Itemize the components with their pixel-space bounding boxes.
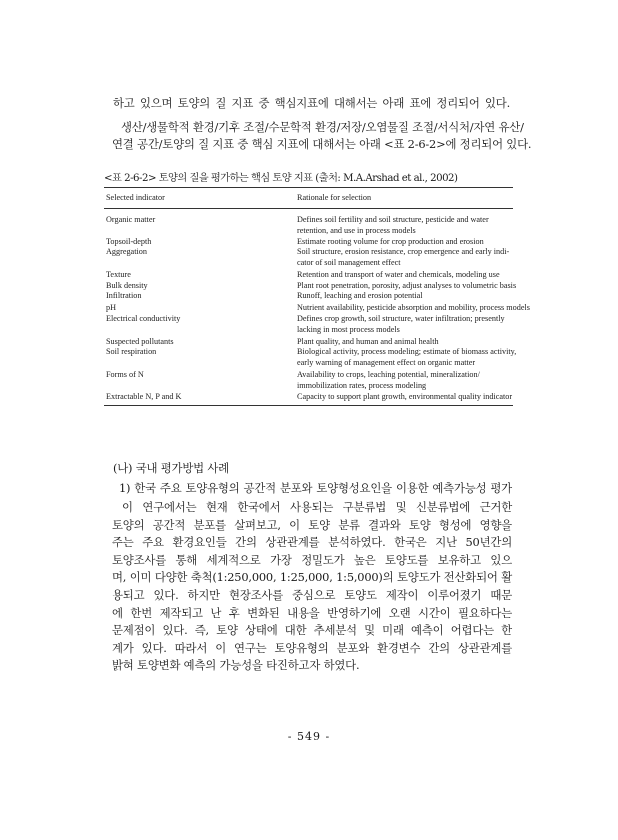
section-subheading: 1) 한국 주요 토양유형의 공간적 분포와 토양형성요인을 이용한 예측가능성 평가 — [119, 481, 512, 495]
table-bottom-rule — [104, 405, 513, 406]
indicator-cell: Texture — [106, 270, 131, 279]
paragraph-line: 주는 주요 환경요인들 간의 상관관계를 분석하였다. 한국은 지난 50년간의 — [112, 535, 512, 550]
paragraph-line: 계가 있다. 따라서 이 연구는 토양유형의 분포와 환경변수 간의 상관관계를 — [112, 640, 512, 655]
paragraph-line: 에 한번 제작되고 난 후 변화된 내용을 반영하기에 오랜 시간이 필요하다는 — [112, 605, 512, 620]
rationale-cell: retention, and use in process models — [297, 225, 416, 235]
paragraph-line: 토양조사를 통해 세계적으로 가장 정밀도가 높은 토양도를 보유하고 있으 — [112, 552, 512, 567]
rationale-cell: early warning of management effect on organic matter — [297, 357, 476, 367]
rationale-cell: Defines crop growth, soil structure, water infiltration; presently — [297, 314, 505, 323]
rationale-cell: Retention and transport of water and chemicals, modeling use — [297, 270, 500, 279]
indicator-cell: Electrical conductivity — [106, 314, 181, 323]
intro-line: 생산/생물학적 환경/기후 조절/수문학적 환경/저장/오염물질 조절/서식처/자연 유산/ — [121, 120, 524, 134]
rationale-cell: Biological activity, process modeling; estimate of biomass activity, — [297, 347, 517, 356]
paragraph-line: 며, 이미 다양한 축척(1:250,000, 1:25,000, 1:5,000)의 토양도가 전산화되어 활 — [112, 570, 512, 585]
indicator-cell: Soil respiration — [106, 347, 157, 356]
paragraph-line: 토양의 공간적 분포를 살펴보고, 이 토양 분류 결과와 토양 형성에 영향을 — [112, 517, 512, 532]
indicator-cell: Aggregation — [106, 247, 147, 256]
rationale-cell: Defines soil fertility and soil structure, pesticide and water — [297, 215, 489, 224]
table-header-rule — [104, 208, 513, 209]
rationale-cell: Nutrient availability, pesticide absorption and mobility, process models — [297, 303, 530, 312]
paragraph-line: 문제점이 있다. 즉, 토양 상태에 대한 추세분석 및 미래 예측이 어렵다는 한 — [112, 623, 512, 638]
intro-line: 연결 공간/토양의 질 지표 중 핵심 지표에 대해서는 아래 <표 2-6-2>에 정리되어 있다. — [112, 137, 532, 151]
indicator-cell: Bulk density — [106, 281, 148, 290]
intro-line: 하고 있으며 토양의 질 지표 중 핵심지표에 대해서는 아래 표에 정리되어 있다. — [113, 96, 510, 110]
rationale-cell: lacking in most process models — [297, 324, 400, 334]
indicator-cell: Suspected pollutants — [106, 337, 174, 346]
paragraph-line: 이 연구에서는 현재 한국에서 사용되는 구분류법 및 신분류법에 근거한 — [122, 500, 512, 514]
paragraph-line: 용되고 있다. 하지만 현장조사를 중심으로 토양도 제작이 이루어졌기 때문 — [112, 588, 512, 602]
rationale-cell: Availability to crops, leaching potential, mineralization/ — [297, 370, 480, 379]
table-caption: <표 2-6-2> 토양의 질을 평가하는 핵심 토양 지표 (출처: M.A.Arshad et al., 2002) — [104, 173, 458, 184]
indicator-cell: Extractable N, P and K — [106, 392, 182, 401]
rationale-cell: Plant root penetration, porosity, adjust analyses to volumetric basis — [297, 281, 517, 290]
indicator-cell: Forms of N — [106, 370, 144, 379]
paragraph-line: 밝혀 토양변화 예측의 가능성을 타진하고자 하였다. — [112, 658, 360, 673]
header-indicator: Selected indicator — [106, 193, 165, 202]
rationale-cell: Runoff, leaching and erosion potential — [297, 291, 423, 300]
section-heading: (나) 국내 평가방법 사례 — [113, 461, 229, 475]
indicator-cell: Organic matter — [106, 215, 156, 224]
rationale-cell: cator of soil management effect — [297, 257, 401, 267]
header-rationale: Rationale for selection — [297, 193, 372, 202]
rationale-cell: Capacity to support plant growth, environmental quality indicator — [297, 392, 513, 401]
table-top-rule — [104, 187, 513, 188]
rationale-cell: Plant quality, and human and animal health — [297, 337, 439, 346]
indicator-cell: pH — [106, 303, 117, 312]
rationale-cell: immobilization rates, process modeling — [297, 380, 427, 390]
rationale-cell: Soil structure, erosion resistance, crop emergence and early indi- — [297, 247, 510, 256]
indicator-cell: Infiltration — [106, 291, 142, 300]
page-number: - 549 - — [287, 730, 331, 743]
indicator-cell: Topsoil-depth — [106, 237, 152, 246]
rationale-cell: Estimate rooting volume for crop production and erosion — [297, 237, 484, 246]
